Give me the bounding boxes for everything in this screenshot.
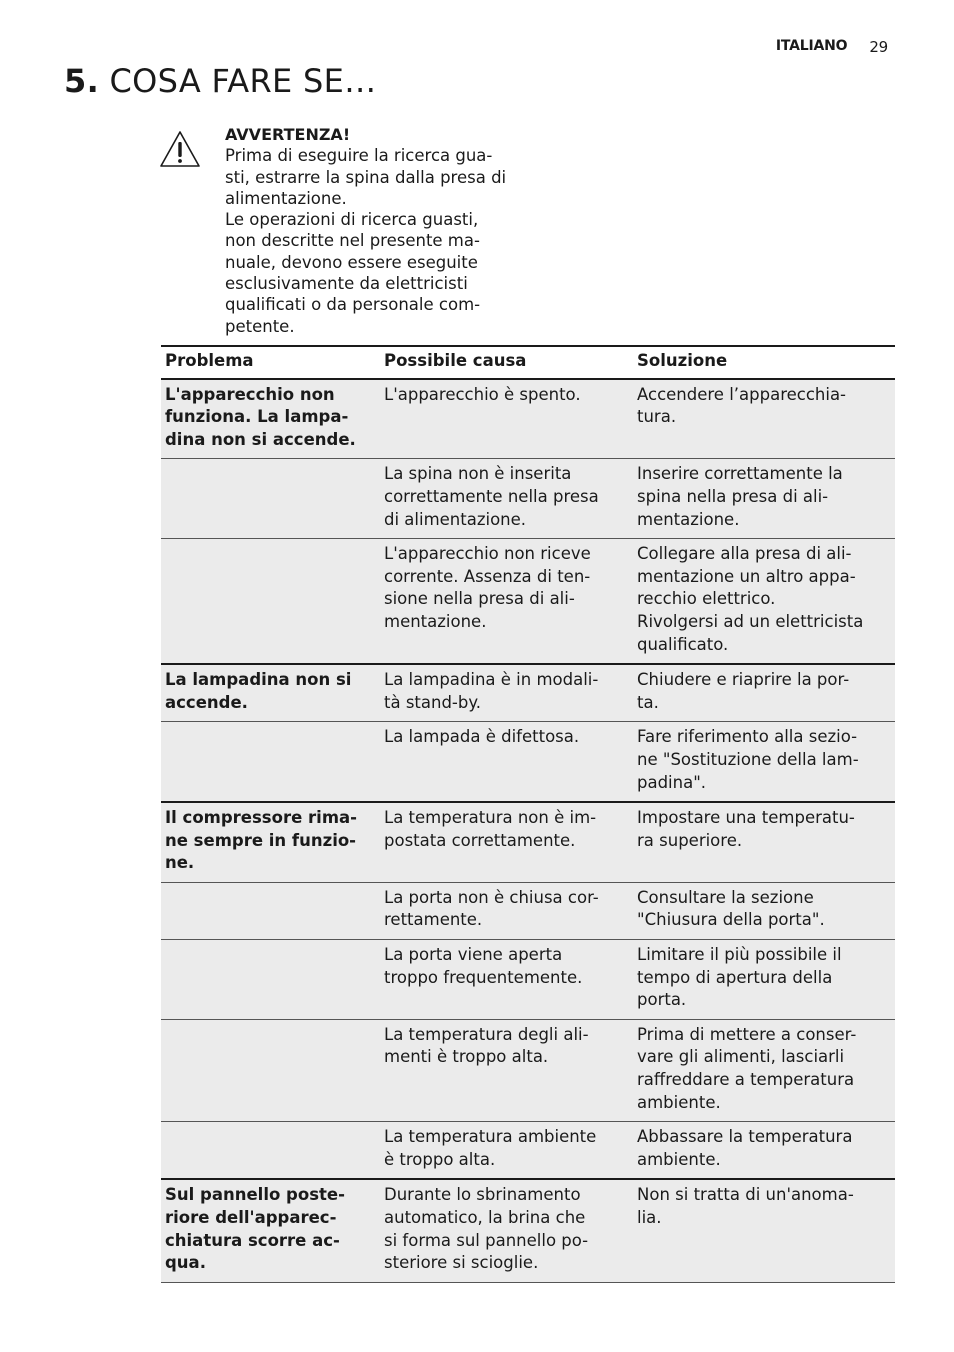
table-row (161, 664, 895, 722)
solution-cell: Non si tratta di un'anoma- lia. (633, 1179, 895, 1282)
solution-cell: Fare riferimento alla sezio- ne "Sostituzione della lam- padina". (633, 722, 895, 802)
cause-cell: La lampada è difettosa. (380, 722, 633, 802)
cause-cell: La lampadina è in modali- tà stand-by. (380, 664, 633, 722)
column-header-solution: Soluzione (637, 351, 728, 370)
warning-box (158, 124, 518, 337)
warning-title: AVVERTENZA! (225, 125, 351, 144)
problem-cell (161, 1019, 380, 1121)
cause-cell: L'apparecchio non riceve corrente. Assenza di ten- sione nella presa di ali- mentazione. (380, 539, 633, 664)
cause-cell: La temperatura degli ali- menti è troppo alta. (380, 1019, 633, 1121)
problem-cell (161, 940, 380, 1020)
warning-paragraph: Prima di eseguire la ricerca gua- sti, estrarre la spina dalla presa di alimentazione. (225, 146, 507, 208)
running-header (776, 38, 888, 56)
cause-cell: La temperatura ambiente è troppo alta. (380, 1122, 633, 1180)
solution-cell: Collegare alla presa di ali- mentazione un altro appa- recchio elettrico. Rivolgersi ad un elettricista qualificato. (633, 539, 895, 664)
problem-cell: Sul pannello poste- riore dell'apparec- chiatura scorre ac- qua. (161, 1179, 380, 1282)
warning-triangle-icon (158, 128, 202, 172)
problem-cell: Il compressore rima- ne sempre in funzio- ne. (161, 802, 380, 882)
table-row (161, 940, 895, 1020)
chapter-number: 5. (64, 62, 100, 100)
warning-text (225, 124, 506, 337)
column-header-cause: Possibile causa (384, 351, 527, 370)
table-row (161, 379, 895, 459)
problem-cell (161, 882, 380, 939)
problem-cell (161, 459, 380, 539)
solution-cell: Accendere l’apparecchia- tura. (633, 379, 895, 459)
solution-cell: Prima di mettere a conser- vare gli alimenti, lasciarli raffreddare a temperatura ambiente. (633, 1019, 895, 1121)
solution-cell: Impostare una temperatu- ra superiore. (633, 802, 895, 882)
problem-cell (161, 1122, 380, 1180)
cause-cell: La porta non è chiusa cor- rettamente. (380, 882, 633, 939)
chapter-title (64, 62, 376, 100)
table-row (161, 539, 895, 664)
cause-cell: La porta viene aperta troppo frequentemente. (380, 940, 633, 1020)
table-row (161, 459, 895, 539)
table-header-row (161, 346, 895, 379)
table-row (161, 1179, 895, 1282)
solution-cell: Chiudere e riaprire la por- ta. (633, 664, 895, 722)
chapter-title-text: COSA FARE SE… (109, 62, 377, 100)
header-language: ITALIANO (775, 38, 848, 54)
table-row (161, 882, 895, 939)
table-row (161, 802, 895, 882)
problem-cell (161, 539, 380, 664)
solution-cell: Abbassare la temperatura ambiente. (633, 1122, 895, 1180)
solution-cell: Limitare il più possibile il tempo di apertura della porta. (633, 940, 895, 1020)
table-row (161, 722, 895, 802)
cause-cell: La temperatura non è im- postata correttamente. (380, 802, 633, 882)
troubleshooting-table (161, 345, 895, 1283)
cause-cell: L'apparecchio è spento. (380, 379, 633, 459)
table-row (161, 1122, 895, 1180)
solution-cell: Inserire correttamente la spina nella presa di ali- mentazione. (633, 459, 895, 539)
cause-cell: Durante lo sbrinamento automatico, la brina che si forma sul pannello po- steriore si scioglie. (380, 1179, 633, 1282)
problem-cell: La lampadina non si accende. (161, 664, 380, 722)
warning-paragraph: Le operazioni di ricerca guasti, non descritte nel presente ma- nuale, devono essere eseguite esclusivamente da elettricisti qualificati o da personale com- petente. (225, 210, 481, 336)
cause-cell: La spina non è inserita correttamente nella presa di alimentazione. (380, 459, 633, 539)
column-header-problem: Problema (165, 351, 254, 370)
problem-cell (161, 722, 380, 802)
solution-cell: Consultare la sezione "Chiusura della porta". (633, 882, 895, 939)
page-number: 29 (869, 38, 888, 56)
table-row (161, 1019, 895, 1121)
problem-cell: L'apparecchio non funziona. La lampa- dina non si accende. (161, 379, 380, 459)
table-body (161, 379, 895, 1283)
